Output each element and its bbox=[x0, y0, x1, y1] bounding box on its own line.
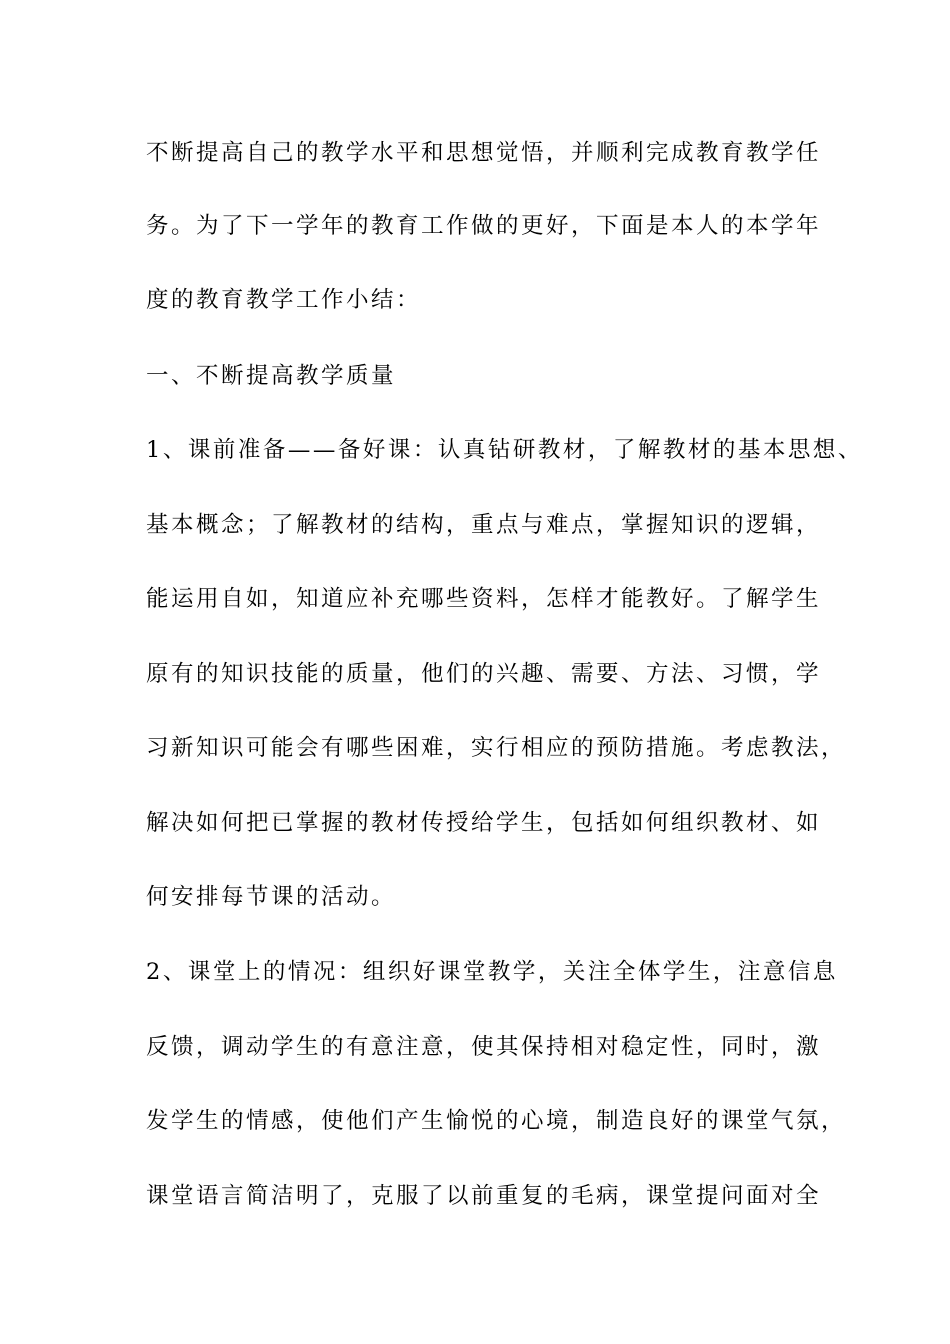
text-line: 不断提高自己的教学水平和思想觉悟，并顺利完成教育教学任 bbox=[146, 140, 822, 166]
text-line: 2、课堂上的情况：组织好课堂教学，关注全体学生，注意信息 bbox=[146, 959, 838, 985]
text-line: 度的教育教学工作小结： bbox=[146, 287, 422, 313]
text-line: 基本概念；了解教材的结构，重点与难点，掌握知识的逻辑， bbox=[146, 512, 822, 538]
text-line: 课堂语言简洁明了，克服了以前重复的毛病，课堂提问面对全 bbox=[146, 1183, 822, 1209]
text-line: 反馈，调动学生的有意注意，使其保持相对稳定性，同时，激 bbox=[146, 1034, 822, 1060]
text-line: 能运用自如，知道应补充哪些资料，怎样才能教好。了解学生 bbox=[146, 586, 822, 612]
text-line: 发学生的情感，使他们产生愉悦的心境，制造良好的课堂气氛， bbox=[146, 1108, 847, 1134]
text-line: 解决如何把已掌握的教材传授给学生，包括如何组织教材、如 bbox=[146, 810, 822, 836]
text-line: 何安排每节课的活动。 bbox=[146, 884, 397, 910]
section-heading: 一、不断提高教学质量 bbox=[146, 363, 397, 389]
text-line: 习新知识可能会有哪些困难，实行相应的预防措施。考虑教法， bbox=[146, 735, 847, 761]
text-line: 1、课前准备——备好课：认真钻研教材，了解教材的基本思想、 bbox=[146, 437, 863, 463]
text-line: 务。为了下一学年的教育工作做的更好，下面是本人的本学年 bbox=[146, 213, 822, 239]
text-line: 原有的知识技能的质量，他们的兴趣、需要、方法、习惯，学 bbox=[146, 661, 822, 687]
